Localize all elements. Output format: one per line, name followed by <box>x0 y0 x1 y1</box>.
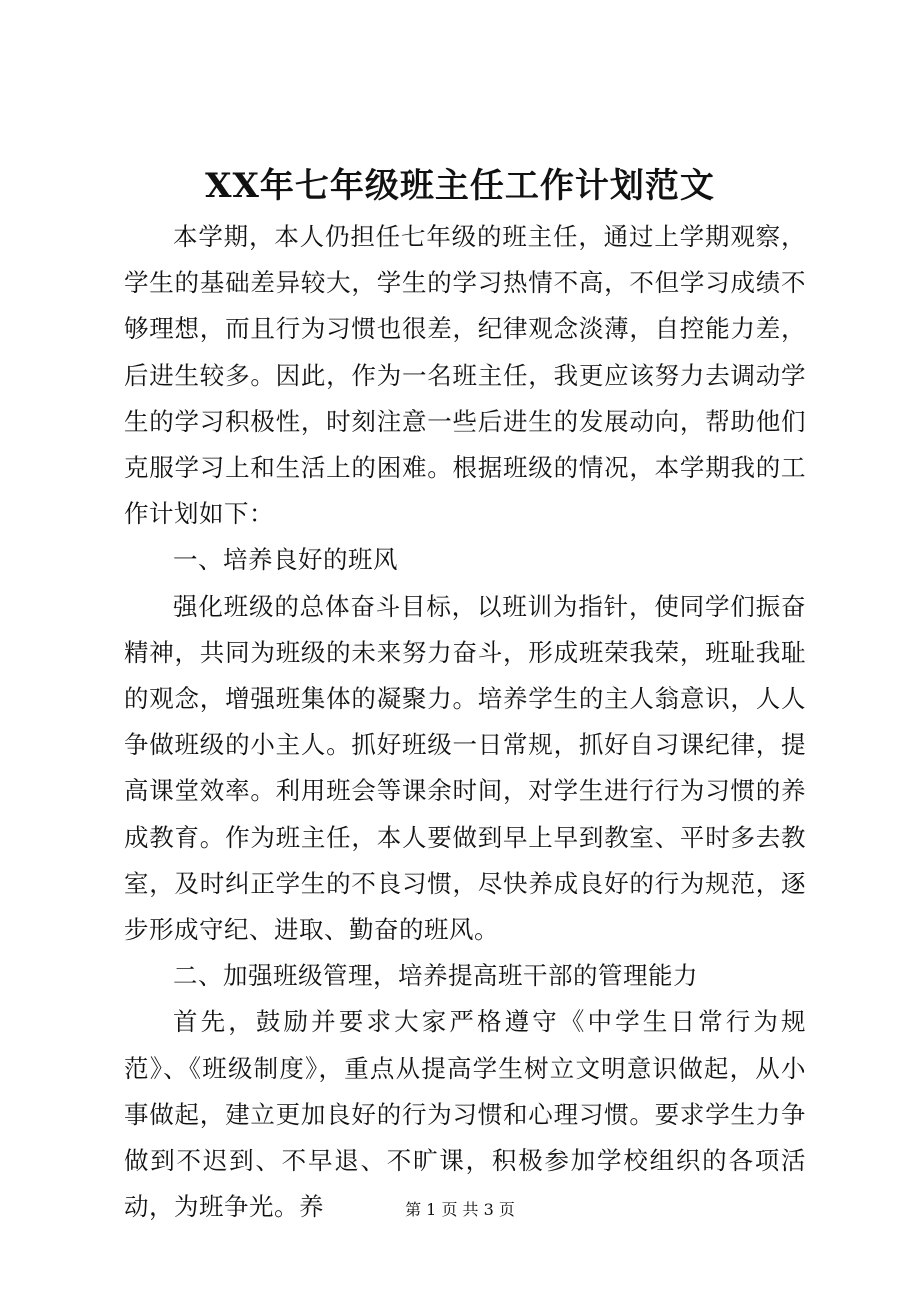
section-heading-2: 二、加强班级管理，培养提高班干部的管理能力 <box>173 961 698 991</box>
page-footer: 第 1 页 共 3 页 <box>405 1200 515 1219</box>
document-body <box>124 214 806 1230</box>
paragraph-intro: 本学期，本人仍担任七年级的班主任，通过上学期观察，学生的基础差异较大，学生的学习热情不高，不但学习成绩不够理想，而且行为习惯也很差，纪律观念淡薄，自控能力差，后进生较多。因此，作为一名班主任，我更应该努力去调动学生的学习积极性，时刻注意一些后进生的发展动向，帮助他们克服学习上和生活上的困难。根据班级的情况，本学期我的工作计划如下： <box>124 222 806 529</box>
section-heading-1: 一、培养良好的班风 <box>173 545 398 575</box>
paragraph-section-2: 首先，鼓励并要求大家严格遵守《中学生日常行为规范》、《班级制度》，重点从提高学生树立文明意识做起，从小事做起，建立更加良好的行为习惯和心理习惯。要求学生力争做到不迟到、不早退、不旷课，积极参加学校组织的各项活动，为班争光。养 <box>124 1007 806 1222</box>
paragraph-section-1: 强化班级的总体奋斗目标，以班训为指针，使同学们振奋精神，共同为班级的未来努力奋斗，形成班荣我荣，班耻我耻的观念，增强班集体的凝聚力。培养学生的主人翁意识，人人争做班级的小主人。抓好班级一日常规，抓好自习课纪律，提高课堂效率。利用班会等课余时间，对学生进行行为习惯的养成教育。作为班主任，本人要做到早上早到教室、平时多去教室，及时纠正学生的不良习惯，尽快养成良好的行为规范，逐步形成守纪、进取、勤奋的班风。 <box>124 591 806 945</box>
document-title: XX年七年级班主任工作计划范文 <box>205 166 715 206</box>
